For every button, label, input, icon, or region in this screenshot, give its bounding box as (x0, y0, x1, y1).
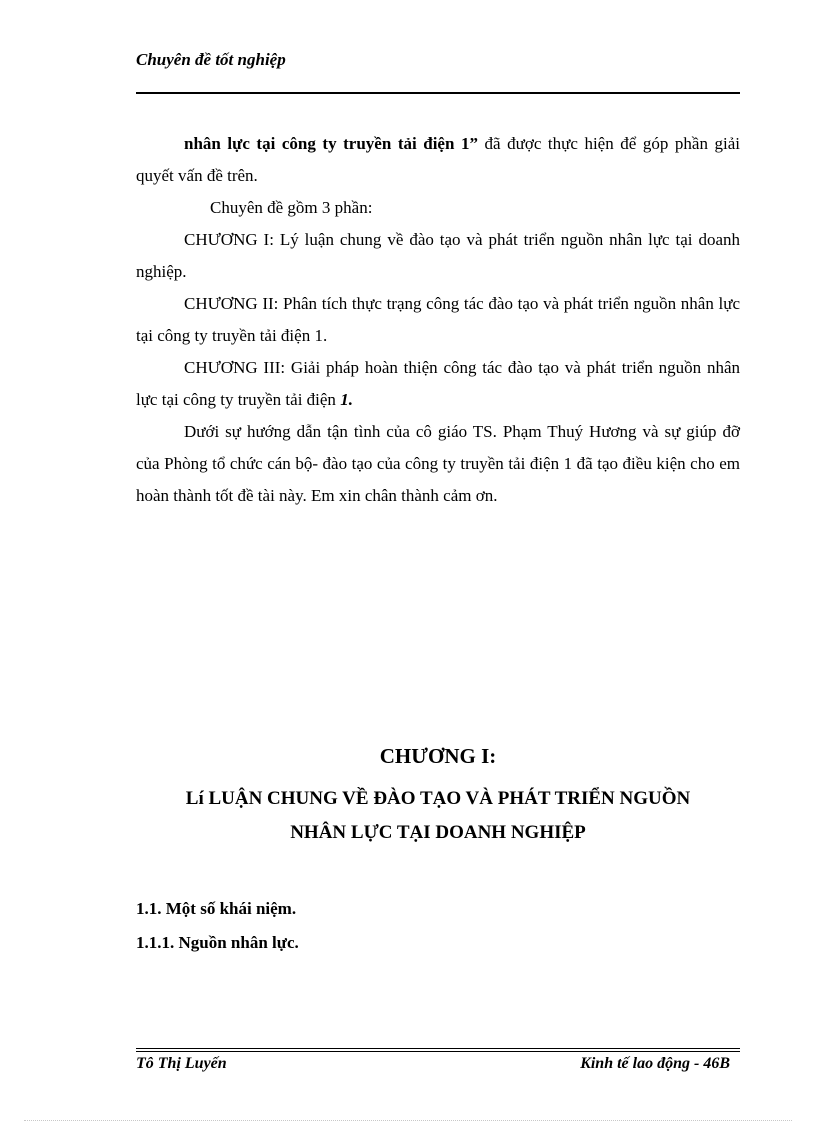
paragraph-chapter-3 (136, 352, 740, 416)
paragraph-parts: Chuyên đề gồm 3 phần: (210, 198, 373, 217)
section-headings (136, 892, 740, 960)
chapter-number: CHƯƠNG I: (379, 744, 497, 768)
page-header-title: Chuyên đề tốt nghiệp (136, 50, 286, 69)
section-1-1-1: 1.1.1. Nguồn nhân lực. (136, 933, 299, 952)
paragraph-chapter-2: CHƯƠNG II: Phân tích thực trạng công tác đào tạo và phát triển nguồn nhân lực tại công ty truyền tải điện 1. (136, 294, 740, 345)
paragraph-chapter-1: CHƯƠNG I: Lý luận chung về đào tạo và phát triển nguồn nhân lực tại doanh nghiệp. (136, 230, 740, 281)
section-1-1: 1.1. Một số khái niệm. (136, 899, 297, 918)
chapter-title-line-1: Lí LUẬN CHUNG VỀ ĐÀO TẠO VÀ PHÁT TRIỂN NGUỒN (185, 788, 691, 809)
chapter-heading (136, 740, 740, 850)
paragraph-intro (136, 128, 740, 192)
page-bottom-edge (24, 1120, 792, 1121)
intro-text: đã được thực hiện để góp phần giải quyết vấn đề trên. (136, 134, 740, 185)
chapter-3-text: CHƯƠNG III: Giải pháp hoàn thiện công tác đào tạo và phát triển nguồn nhân lực tại công ty truyền tải điện (136, 358, 740, 409)
body-text (136, 128, 740, 512)
footer-author: Tô Thị Luyến (136, 1055, 227, 1072)
intro-bold-text: nhân lực tại công ty truyền tải điện 1” (184, 134, 478, 153)
footer-class-info: Kinh tế lao động - 46B (580, 1055, 730, 1072)
chapter-3-number: 1. (340, 390, 353, 409)
header-divider (136, 92, 740, 94)
footer-divider (136, 1048, 740, 1052)
paragraph-thanks: Dưới sự hướng dẫn tận tình của cô giáo TS. Phạm Thuý Hương và sự giúp đỡ của Phòng tổ chức cán bộ- đào tạo của công ty truyền tải điện 1 đã tạo điều kiện cho em hoàn thành tốt đề tài này. Em xin chân thành cảm ơn. (136, 422, 740, 505)
chapter-title-line-2: NHÂN LỰC TẠI DOANH NGHIỆP (290, 822, 586, 843)
